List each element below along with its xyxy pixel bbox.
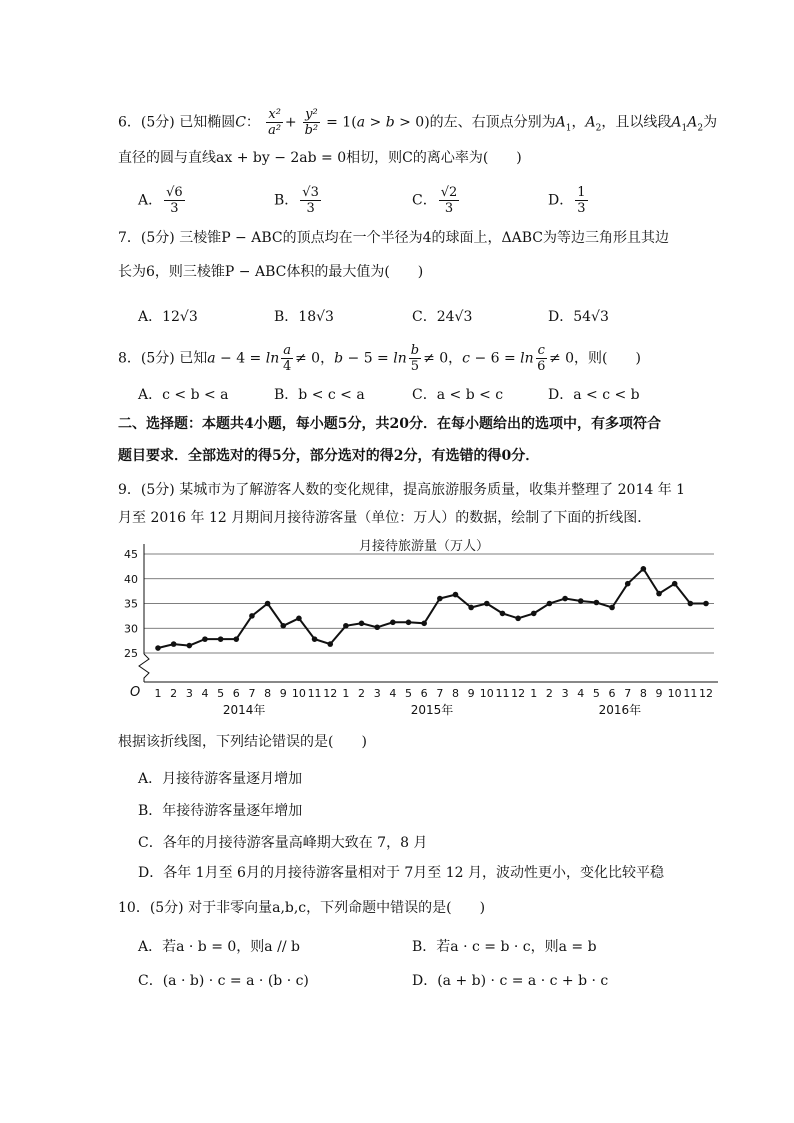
q7-line1: 7．(5分) 三棱锥P − ABC的顶点均在一个半径为4的球面上，ΔABC为等边三角形且其边 <box>118 230 669 246</box>
data-point <box>155 645 161 651</box>
data-point <box>233 636 239 642</box>
chart-axes <box>139 544 718 682</box>
data-point <box>703 601 709 607</box>
data-point <box>531 611 537 617</box>
axis-break-mark <box>139 654 149 682</box>
data-point <box>609 605 615 611</box>
q8-option-d[interactable]: D．a < c < b <box>548 387 640 403</box>
q9-question: 根据该折线图，下列结论错误的是( ) <box>118 734 367 750</box>
q7-option-c[interactable]: C．24√3 <box>412 309 473 325</box>
data-point <box>406 620 412 626</box>
q9-option-d[interactable]: D．各年 1月至 6月的月接待游客量相对于 7月至 12 月，波动性更小，变化比较平稳 <box>138 865 665 881</box>
x-tick-label: 5 <box>592 687 600 700</box>
q6-option-d[interactable]: D． $\frac{1}{3}$ <box>548 185 586 216</box>
data-point <box>468 605 474 611</box>
x-tick-label: 7 <box>624 687 632 700</box>
x-tick-label: 11 <box>683 687 698 700</box>
x-tick-label: 8 <box>264 687 272 700</box>
q8-option-a[interactable]: A．c < b < a <box>138 387 229 403</box>
data-point <box>421 621 427 627</box>
data-point <box>359 621 365 627</box>
data-point <box>547 601 553 607</box>
data-point <box>500 611 506 617</box>
data-point <box>437 596 443 602</box>
data-point <box>672 581 678 587</box>
data-point <box>218 636 224 642</box>
x-tick-label: 5 <box>217 687 225 700</box>
q6-line1: 6．(5分) 已知椭圆C： $\frac{\text{x²}}{\text{a²}}$ + $\frac{\text{y²}}{\text{b²}}$ = 1(a > b > 0)的左、右顶点分别为$A_1$，$A_2$，且以线段$A_1A_2$为 <box>118 107 718 138</box>
x-tick-label: 12 <box>323 687 338 700</box>
x-tick-label: 1 <box>154 687 162 700</box>
q7-option-a[interactable]: A．12√3 <box>138 309 198 325</box>
x-tick-label: 3 <box>185 687 193 700</box>
q6-option-a[interactable]: A． $\frac{√6}{3}$ <box>138 185 183 216</box>
x-tick-label: 4 <box>201 687 209 700</box>
q8-line1: 8．(5分) 已知a − 4 = ln $\frac{a}{4}$ ≠ 0，b − 5 = ln $\frac{b}{5}$ ≠ 0，c − 6 = ln $\frac{c}{6}$ ≠ 0，则( ) <box>118 343 641 374</box>
data-point <box>390 620 396 626</box>
x-tick-label: 6 <box>420 687 428 700</box>
section2-line2: 题目要求．全部选对的得5分，部分选对的得2分，有选错的得0分． <box>118 448 540 464</box>
q10-option-b[interactable]: B．若a · c = b · c，则a = b <box>412 939 597 955</box>
year-label: 2014年 <box>222 703 266 717</box>
q10-option-d[interactable]: D．(a + b) · c = a · c + b · c <box>412 973 609 989</box>
data-point <box>171 641 177 647</box>
data-point <box>202 636 208 642</box>
data-point <box>641 566 647 572</box>
x-tick-label: 12 <box>511 687 526 700</box>
y-tick-label: 30 <box>124 622 138 636</box>
q6-option-b[interactable]: B． $\frac{√3}{3}$ <box>274 185 319 216</box>
q6-option-c[interactable]: C． $\frac{√2}{3}$ <box>412 185 458 216</box>
series-line <box>158 569 706 648</box>
x-tick-label: 10 <box>291 687 306 700</box>
data-point <box>688 601 694 607</box>
x-tick-label: 4 <box>577 687 585 700</box>
q9-option-b[interactable]: B．年接待游客量逐年增加 <box>138 803 303 819</box>
x-tick-label: 8 <box>639 687 647 700</box>
q6-line2: 直径的圆与直线ax + by − 2ab = 0相切，则C的离心率为( ) <box>118 150 522 166</box>
data-point <box>265 601 271 607</box>
y-tick-label: 35 <box>124 597 138 611</box>
data-point <box>327 641 333 647</box>
q9-option-c[interactable]: C．各年的月接待游客量高峰期大致在 7，8 月 <box>138 835 428 851</box>
year-label: 2016年 <box>598 703 642 717</box>
data-point <box>453 592 459 598</box>
data-point <box>562 596 568 602</box>
data-point <box>296 616 302 622</box>
chart-title: 月接待旅游量（万人） <box>358 539 490 554</box>
x-tick-label: 8 <box>451 687 459 700</box>
x-tick-label: 12 <box>699 687 713 700</box>
x-tick-label: 11 <box>307 687 322 700</box>
q7-line2: 长为6，则三棱锥P − ABC体积的最大值为( ) <box>118 264 424 280</box>
data-point <box>594 600 600 606</box>
x-tick-label: 7 <box>248 687 256 700</box>
x-tick-label: 1 <box>530 687 538 700</box>
section2-line1: 二、选择题：本题共4小题，每小题5分，共20分．在每小题给出的选项中，有多项符合 <box>118 416 661 432</box>
x-tick-label: 7 <box>436 687 444 700</box>
q10-option-a[interactable]: A．若a · b = 0，则a // b <box>138 939 300 955</box>
x-tick-label: 2 <box>545 687 553 700</box>
data-point <box>578 598 584 604</box>
data-point <box>312 636 318 642</box>
x-tick-label: 9 <box>467 687 475 700</box>
y-tick-label: 40 <box>124 572 138 586</box>
line-chart <box>110 532 730 720</box>
data-point <box>515 616 521 622</box>
data-point <box>656 591 662 597</box>
x-tick-label: 4 <box>389 687 397 700</box>
x-tick-label: 10 <box>667 687 682 700</box>
y-tick-label: 45 <box>124 548 138 561</box>
y-tick-label: 25 <box>124 647 138 660</box>
q10-option-c[interactable]: C．(a · b) · c = a · (b · c) <box>138 973 309 989</box>
data-point <box>625 581 631 587</box>
x-tick-label: 10 <box>479 687 494 700</box>
x-tick-label: 3 <box>561 687 569 700</box>
q7-option-b[interactable]: B．18√3 <box>274 309 334 325</box>
year-label: 2015年 <box>410 703 454 717</box>
origin-label: O <box>130 685 141 700</box>
q9-option-a[interactable]: A．月接待游客量逐月增加 <box>138 771 303 787</box>
x-tick-label: 9 <box>279 687 287 700</box>
x-tick-label: 9 <box>655 687 663 700</box>
x-tick-label: 2 <box>170 687 178 700</box>
data-point <box>249 613 255 619</box>
q7-option-d[interactable]: D．54√3 <box>548 309 609 325</box>
data-point <box>280 623 286 629</box>
q9-line2: 月至 2016 年 12 月期间月接待游客量（单位：万人）的数据，绘制了下面的折线图． <box>118 510 652 526</box>
data-point <box>484 601 490 607</box>
data-point <box>343 623 349 629</box>
x-tick-label: 6 <box>232 687 240 700</box>
x-tick-label: 3 <box>373 687 381 700</box>
q10-line1: 10．(5分) 对于非零向量a,b,c，下列命题中错误的是( ) <box>118 900 486 916</box>
x-tick-label: 1 <box>342 687 350 700</box>
data-point <box>374 624 380 630</box>
q8-option-c[interactable]: C．a < b < c <box>412 387 504 403</box>
x-tick-label: 11 <box>495 687 510 700</box>
x-tick-label: 2 <box>358 687 366 700</box>
x-tick-label: 5 <box>405 687 413 700</box>
data-point <box>187 643 193 649</box>
chart-labels <box>124 548 713 717</box>
x-tick-label: 6 <box>608 687 616 700</box>
q8-option-b[interactable]: B．b < c < a <box>274 387 365 403</box>
q9-line1: 9．(5分) 某城市为了解游客人数的变化规律，提高旅游服务质量，收集并整理了 2014 年 1 <box>118 482 686 498</box>
